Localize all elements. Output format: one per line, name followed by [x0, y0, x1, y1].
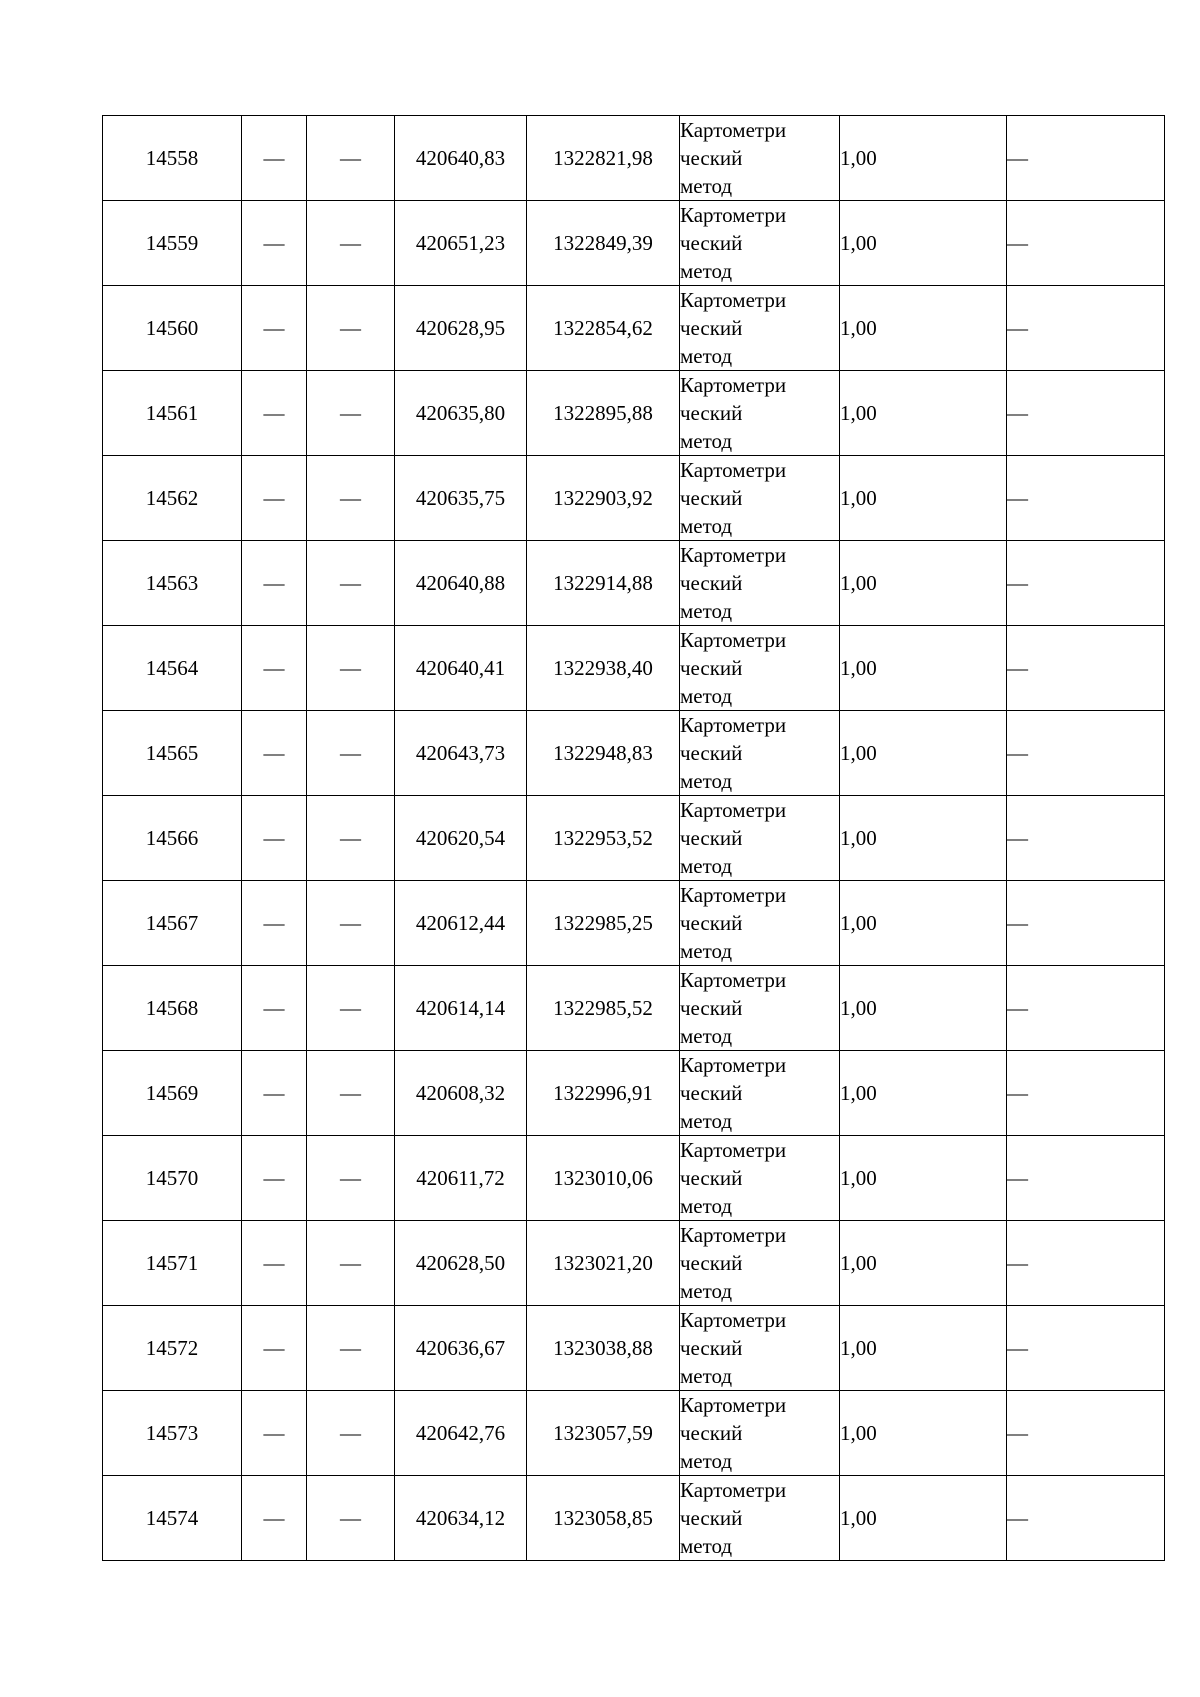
- old-x-cell: —: [242, 541, 307, 626]
- method-text-line: Картометри: [680, 713, 787, 737]
- description-cell: —: [1007, 711, 1165, 796]
- method-text-line: Картометри: [680, 288, 787, 312]
- point-number-cell: 14558: [103, 116, 242, 201]
- table-row: [103, 1136, 1165, 1221]
- accuracy-cell: 1,00: [840, 1306, 1007, 1391]
- old-y-cell: —: [307, 541, 395, 626]
- old-x-cell: —: [242, 1306, 307, 1391]
- method-text-line: метод: [680, 514, 733, 538]
- description-cell: —: [1007, 116, 1165, 201]
- old-y-cell: —: [307, 1306, 395, 1391]
- table-row: [103, 1306, 1165, 1391]
- y-coordinate-cell: 1322895,88: [527, 371, 680, 456]
- x-coordinate-cell: 420640,88: [395, 541, 527, 626]
- accuracy-cell: 1,00: [840, 371, 1007, 456]
- old-x-cell: —: [242, 626, 307, 711]
- accuracy-cell: 1,00: [840, 626, 1007, 711]
- method-cell: [680, 371, 840, 456]
- method-text-line: Картометри: [680, 458, 787, 482]
- method-cell: [680, 966, 840, 1051]
- table-row: [103, 966, 1165, 1051]
- point-number-cell: 14559: [103, 201, 242, 286]
- y-coordinate-cell: 1322821,98: [527, 116, 680, 201]
- method-text-line: Картометри: [680, 1393, 787, 1417]
- y-coordinate-cell: 1323010,06: [527, 1136, 680, 1221]
- method-text-line: ческий: [680, 911, 743, 935]
- description-cell: —: [1007, 1391, 1165, 1476]
- table-row: [103, 1051, 1165, 1136]
- method-text-line: метод: [680, 854, 733, 878]
- method-cell: [680, 1476, 840, 1561]
- method-text-line: метод: [680, 1279, 733, 1303]
- method-text-line: метод: [680, 1534, 733, 1558]
- old-x-cell: —: [242, 1221, 307, 1306]
- table-row: [103, 1476, 1165, 1561]
- method-text-line: Картометри: [680, 1308, 787, 1332]
- accuracy-cell: 1,00: [840, 1391, 1007, 1476]
- description-cell: —: [1007, 966, 1165, 1051]
- description-cell: —: [1007, 881, 1165, 966]
- description-cell: —: [1007, 1136, 1165, 1221]
- method-text-line: ческий: [680, 1251, 743, 1275]
- point-number-cell: 14564: [103, 626, 242, 711]
- method-text-line: ческий: [680, 826, 743, 850]
- point-number-cell: 14566: [103, 796, 242, 881]
- method-text-line: ческий: [680, 1506, 743, 1530]
- old-x-cell: —: [242, 371, 307, 456]
- x-coordinate-cell: 420640,83: [395, 116, 527, 201]
- accuracy-cell: 1,00: [840, 881, 1007, 966]
- old-y-cell: —: [307, 966, 395, 1051]
- old-x-cell: —: [242, 1391, 307, 1476]
- description-cell: —: [1007, 456, 1165, 541]
- description-cell: —: [1007, 1306, 1165, 1391]
- point-number-cell: 14567: [103, 881, 242, 966]
- old-x-cell: —: [242, 286, 307, 371]
- table-row: [103, 626, 1165, 711]
- method-cell: [680, 1391, 840, 1476]
- method-text-line: метод: [680, 1109, 733, 1133]
- x-coordinate-cell: 420612,44: [395, 881, 527, 966]
- accuracy-cell: 1,00: [840, 201, 1007, 286]
- method-text-line: метод: [680, 1449, 733, 1473]
- table-body: [103, 116, 1165, 1561]
- description-cell: —: [1007, 286, 1165, 371]
- method-cell: [680, 1306, 840, 1391]
- old-y-cell: —: [307, 796, 395, 881]
- method-text-line: ческий: [680, 401, 743, 425]
- method-text-line: Картометри: [680, 1053, 787, 1077]
- point-number-cell: 14571: [103, 1221, 242, 1306]
- method-text-line: Картометри: [680, 798, 787, 822]
- method-text-line: ческий: [680, 656, 743, 680]
- table-row: [103, 116, 1165, 201]
- method-text-line: ческий: [680, 316, 743, 340]
- y-coordinate-cell: 1323021,20: [527, 1221, 680, 1306]
- x-coordinate-cell: 420642,76: [395, 1391, 527, 1476]
- description-cell: —: [1007, 796, 1165, 881]
- accuracy-cell: 1,00: [840, 711, 1007, 796]
- y-coordinate-cell: 1322996,91: [527, 1051, 680, 1136]
- method-text-line: ческий: [680, 146, 743, 170]
- method-text-line: метод: [680, 1024, 733, 1048]
- old-y-cell: —: [307, 1051, 395, 1136]
- point-number-cell: 14573: [103, 1391, 242, 1476]
- y-coordinate-cell: 1322953,52: [527, 796, 680, 881]
- x-coordinate-cell: 420611,72: [395, 1136, 527, 1221]
- old-y-cell: —: [307, 881, 395, 966]
- description-cell: —: [1007, 1221, 1165, 1306]
- accuracy-cell: 1,00: [840, 1221, 1007, 1306]
- method-text-line: метод: [680, 259, 733, 283]
- method-text-line: метод: [680, 1364, 733, 1388]
- method-text-line: Картометри: [680, 1223, 787, 1247]
- point-number-cell: 14574: [103, 1476, 242, 1561]
- old-x-cell: —: [242, 1136, 307, 1221]
- accuracy-cell: 1,00: [840, 1476, 1007, 1561]
- coordinates-table: [102, 115, 1165, 1561]
- table-row: [103, 796, 1165, 881]
- y-coordinate-cell: 1322914,88: [527, 541, 680, 626]
- y-coordinate-cell: 1322903,92: [527, 456, 680, 541]
- method-text-line: Картометри: [680, 118, 787, 142]
- old-y-cell: —: [307, 286, 395, 371]
- description-cell: —: [1007, 371, 1165, 456]
- x-coordinate-cell: 420635,75: [395, 456, 527, 541]
- description-cell: —: [1007, 1051, 1165, 1136]
- x-coordinate-cell: 420628,95: [395, 286, 527, 371]
- point-number-cell: 14568: [103, 966, 242, 1051]
- method-text-line: Картометри: [680, 373, 787, 397]
- table-row: [103, 456, 1165, 541]
- method-text-line: ческий: [680, 1166, 743, 1190]
- point-number-cell: 14563: [103, 541, 242, 626]
- method-text-line: Картометри: [680, 1478, 787, 1502]
- old-y-cell: —: [307, 711, 395, 796]
- description-cell: —: [1007, 541, 1165, 626]
- method-text-line: ческий: [680, 486, 743, 510]
- x-coordinate-cell: 420643,73: [395, 711, 527, 796]
- x-coordinate-cell: 420620,54: [395, 796, 527, 881]
- method-text-line: Картометри: [680, 203, 787, 227]
- x-coordinate-cell: 420636,67: [395, 1306, 527, 1391]
- table-row: [103, 541, 1165, 626]
- accuracy-cell: 1,00: [840, 1136, 1007, 1221]
- old-y-cell: —: [307, 201, 395, 286]
- y-coordinate-cell: 1322938,40: [527, 626, 680, 711]
- old-x-cell: —: [242, 1476, 307, 1561]
- method-text-line: Картометри: [680, 628, 787, 652]
- old-y-cell: —: [307, 626, 395, 711]
- method-cell: [680, 796, 840, 881]
- accuracy-cell: 1,00: [840, 286, 1007, 371]
- method-text-line: ческий: [680, 571, 743, 595]
- y-coordinate-cell: 1322849,39: [527, 201, 680, 286]
- method-text-line: метод: [680, 1194, 733, 1218]
- y-coordinate-cell: 1323038,88: [527, 1306, 680, 1391]
- old-x-cell: —: [242, 456, 307, 541]
- table-row: [103, 711, 1165, 796]
- y-coordinate-cell: 1323057,59: [527, 1391, 680, 1476]
- y-coordinate-cell: 1322854,62: [527, 286, 680, 371]
- method-text-line: ческий: [680, 996, 743, 1020]
- point-number-cell: 14560: [103, 286, 242, 371]
- method-text-line: метод: [680, 174, 733, 198]
- method-cell: [680, 626, 840, 711]
- x-coordinate-cell: 420635,80: [395, 371, 527, 456]
- x-coordinate-cell: 420634,12: [395, 1476, 527, 1561]
- method-text-line: Картометри: [680, 968, 787, 992]
- method-text-line: ческий: [680, 741, 743, 765]
- point-number-cell: 14561: [103, 371, 242, 456]
- old-x-cell: —: [242, 966, 307, 1051]
- method-text-line: метод: [680, 769, 733, 793]
- point-number-cell: 14569: [103, 1051, 242, 1136]
- description-cell: —: [1007, 1476, 1165, 1561]
- method-text-line: метод: [680, 344, 733, 368]
- old-x-cell: —: [242, 881, 307, 966]
- method-cell: [680, 286, 840, 371]
- x-coordinate-cell: 420614,14: [395, 966, 527, 1051]
- x-coordinate-cell: 420628,50: [395, 1221, 527, 1306]
- accuracy-cell: 1,00: [840, 796, 1007, 881]
- method-cell: [680, 541, 840, 626]
- method-text-line: Картометри: [680, 883, 787, 907]
- old-x-cell: —: [242, 201, 307, 286]
- y-coordinate-cell: 1322985,25: [527, 881, 680, 966]
- table-row: [103, 881, 1165, 966]
- old-y-cell: —: [307, 116, 395, 201]
- y-coordinate-cell: 1322948,83: [527, 711, 680, 796]
- accuracy-cell: 1,00: [840, 116, 1007, 201]
- point-number-cell: 14562: [103, 456, 242, 541]
- table-row: [103, 1391, 1165, 1476]
- table-row: [103, 1221, 1165, 1306]
- method-cell: [680, 1136, 840, 1221]
- old-y-cell: —: [307, 1136, 395, 1221]
- accuracy-cell: 1,00: [840, 541, 1007, 626]
- old-y-cell: —: [307, 1221, 395, 1306]
- point-number-cell: 14570: [103, 1136, 242, 1221]
- method-text-line: метод: [680, 684, 733, 708]
- old-x-cell: —: [242, 711, 307, 796]
- x-coordinate-cell: 420608,32: [395, 1051, 527, 1136]
- method-cell: [680, 456, 840, 541]
- old-y-cell: —: [307, 371, 395, 456]
- old-x-cell: —: [242, 796, 307, 881]
- method-cell: [680, 1051, 840, 1136]
- old-x-cell: —: [242, 116, 307, 201]
- accuracy-cell: 1,00: [840, 456, 1007, 541]
- method-text-line: ческий: [680, 1421, 743, 1445]
- method-cell: [680, 1221, 840, 1306]
- method-text-line: ческий: [680, 1336, 743, 1360]
- accuracy-cell: 1,00: [840, 1051, 1007, 1136]
- y-coordinate-cell: 1322985,52: [527, 966, 680, 1051]
- method-text-line: метод: [680, 939, 733, 963]
- method-text-line: метод: [680, 599, 733, 623]
- table-row: [103, 371, 1165, 456]
- method-cell: [680, 201, 840, 286]
- method-cell: [680, 881, 840, 966]
- table-row: [103, 201, 1165, 286]
- point-number-cell: 14565: [103, 711, 242, 796]
- description-cell: —: [1007, 201, 1165, 286]
- x-coordinate-cell: 420640,41: [395, 626, 527, 711]
- old-x-cell: —: [242, 1051, 307, 1136]
- table-row: [103, 286, 1165, 371]
- x-coordinate-cell: 420651,23: [395, 201, 527, 286]
- y-coordinate-cell: 1323058,85: [527, 1476, 680, 1561]
- old-y-cell: —: [307, 456, 395, 541]
- method-cell: [680, 711, 840, 796]
- point-number-cell: 14572: [103, 1306, 242, 1391]
- method-text-line: ческий: [680, 231, 743, 255]
- old-y-cell: —: [307, 1391, 395, 1476]
- method-cell: [680, 116, 840, 201]
- old-y-cell: —: [307, 1476, 395, 1561]
- method-text-line: Картометри: [680, 543, 787, 567]
- accuracy-cell: 1,00: [840, 966, 1007, 1051]
- method-text-line: метод: [680, 429, 733, 453]
- method-text-line: ческий: [680, 1081, 743, 1105]
- method-text-line: Картометри: [680, 1138, 787, 1162]
- description-cell: —: [1007, 626, 1165, 711]
